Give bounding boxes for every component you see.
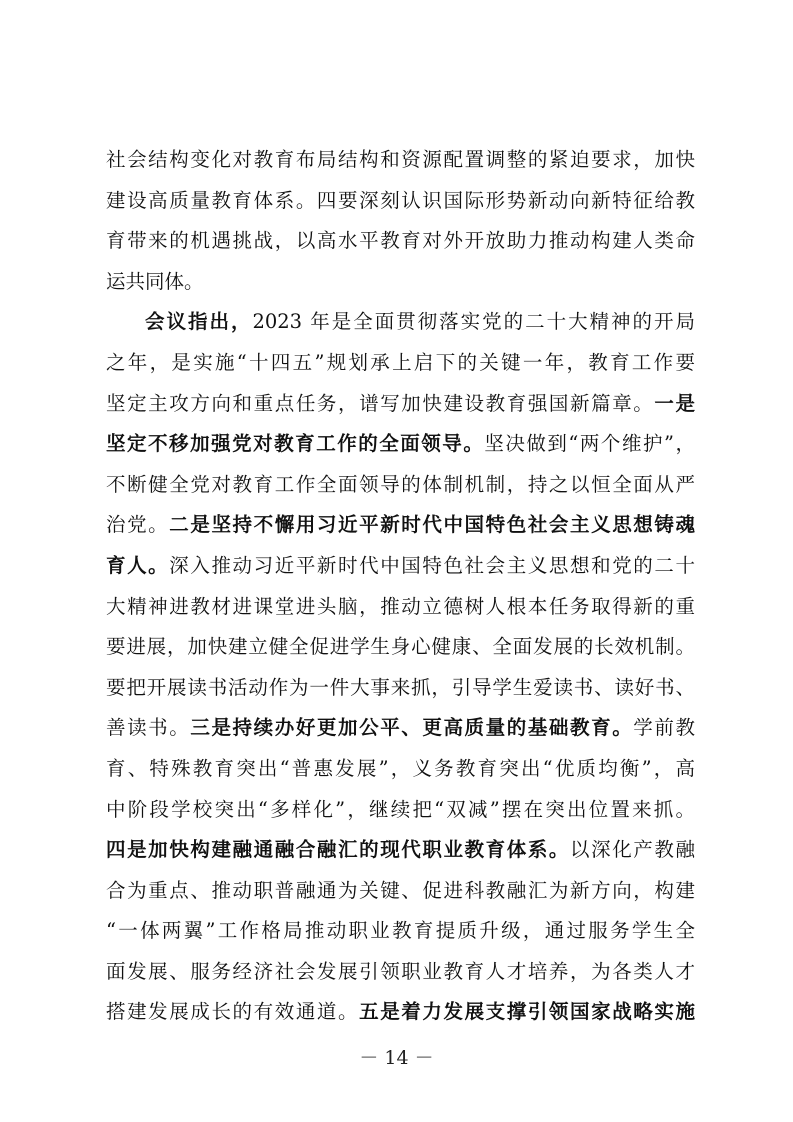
bold-text-segment: 一是 — [654, 391, 695, 415]
text-segment: 深入推动习近平新时代中国特色社会主义思想和党的二十 — [169, 553, 695, 577]
text-segment: 建设高质量教育体系。四要深刻认识国际形势新动向新特征给教 — [106, 188, 695, 212]
bold-text-segment: 三是持续办好更加公平、更高质量的基础教育。 — [190, 716, 634, 740]
page-number: － 14 － — [359, 1047, 434, 1069]
text-segment: 善读书。 — [106, 716, 191, 740]
text-line — [106, 749, 695, 790]
text-segment: 育带来的机遇挑战，以高水平教育对外开放助力推动构建人类命 — [106, 229, 695, 253]
text-line — [106, 790, 695, 831]
text-segment: 之年，是实施“十四五”规划承上启下的关键一年，教育工作要 — [106, 350, 695, 374]
text-segment: 中阶段学校突出“多样化”，继续把“双减”摆在突出位置来抓。 — [106, 797, 695, 821]
bold-text-segment: 会议指出， — [145, 310, 253, 334]
text-segment: 大精神进教材进课堂进头脑，推动立德树人根本任务取得新的重 — [106, 594, 695, 618]
text-segment: 学前教 — [633, 716, 695, 740]
text-segment: 运共同体。 — [106, 269, 204, 293]
text-line — [106, 952, 695, 993]
text-segment: 要进展，加快建立健全促进学生身心健康、全面发展的长效机制。 — [106, 635, 695, 659]
text-line — [106, 302, 695, 343]
text-line — [106, 181, 695, 222]
text-segment: 要把开展读书活动作为一件大事来抓，引导学生爱读书、读好书、 — [106, 675, 695, 699]
text-segment: 面发展、服务经济社会发展引领职业教育人才培养，为各类人才 — [106, 959, 695, 983]
text-line — [106, 424, 695, 465]
text-segment: 搭建发展成长的有效通道。 — [106, 1000, 360, 1024]
text-segment: 育、特殊教育突出“普惠发展”，义务教育突出“优质均衡”，高 — [106, 756, 695, 780]
text-line — [106, 871, 695, 912]
text-line — [106, 262, 695, 303]
text-line — [106, 140, 695, 181]
text-segment: 以深化产教融 — [570, 838, 695, 862]
bold-text-segment: 四是加快构建融通融合融汇的现代职业教育体系。 — [106, 838, 571, 862]
text-line — [106, 587, 695, 628]
text-line — [106, 830, 695, 871]
text-line — [106, 505, 695, 546]
bold-text-segment: 二是坚持不懈用习近平新时代中国特色社会主义思想铸魂 — [169, 513, 695, 537]
text-line — [106, 911, 695, 952]
text-segment: “一体两翼”工作格局推动职业教育提质升级，通过服务学生全 — [106, 919, 695, 943]
text-segment: 治党。 — [106, 513, 170, 537]
bold-text-segment: 五是着力发展支撑引领国家战略实施 — [359, 1000, 695, 1024]
text-line — [106, 343, 695, 384]
text-line — [106, 992, 695, 1033]
text-segment: 2023 年是全面贯彻落实党的二十大精神的开局 — [252, 310, 695, 334]
text-line — [106, 708, 695, 749]
text-line — [106, 546, 695, 587]
bold-text-segment: 坚定不移加强党对教育工作的全面领导。 — [106, 432, 485, 456]
text-segment: 社会结构变化对教育布局结构和资源配置调整的紧迫要求，加快 — [106, 148, 695, 171]
text-line — [106, 384, 695, 425]
text-line — [106, 627, 695, 668]
text-line — [106, 465, 695, 506]
text-segment: 坚决做到“两个维护”， — [484, 432, 695, 456]
text-segment: 合为重点、推动职普融通为关键、促进科教融汇为新方向，构建 — [106, 878, 695, 902]
text-segment: 坚定主攻方向和重点任务，谱写加快建设教育强国新篇章。 — [106, 391, 655, 415]
bold-text-segment: 育人。 — [106, 553, 170, 577]
text-line — [106, 221, 695, 262]
text-line — [106, 668, 695, 709]
text-segment: 不断健全党对教育工作全面领导的体制机制，持之以恒全面从严 — [106, 472, 695, 496]
body-text — [106, 140, 695, 1033]
